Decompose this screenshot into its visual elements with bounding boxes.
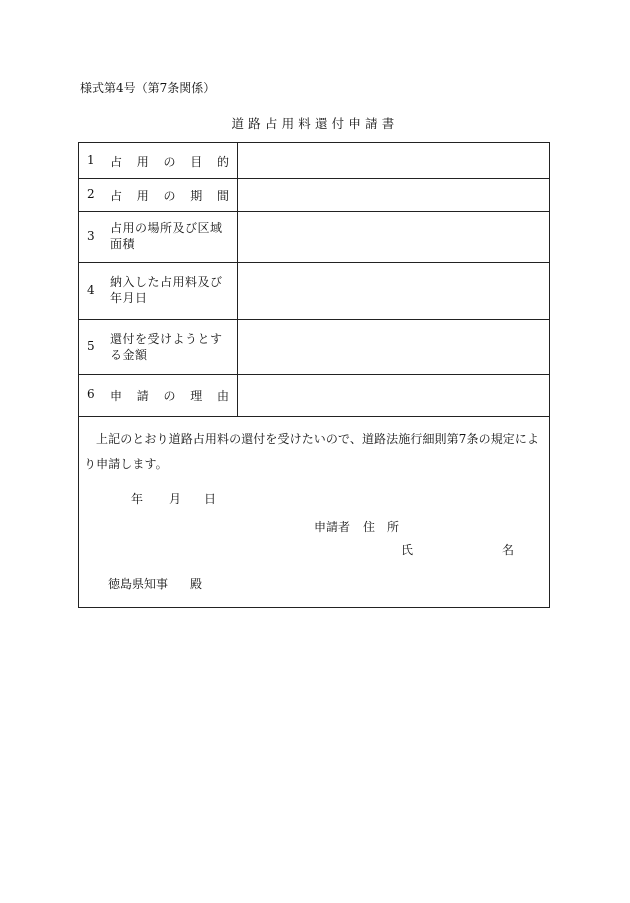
refund-amount-field[interactable] <box>238 319 549 374</box>
name-label-first: 氏 <box>401 543 414 557</box>
row-number: 5 <box>87 339 95 353</box>
row-purpose <box>79 143 549 179</box>
row-label <box>110 153 229 170</box>
row-number: 4 <box>87 283 95 297</box>
date-day-label: 日 <box>204 492 217 506</box>
row-label: 還付を受けようとする金額 <box>110 332 223 362</box>
row-number: 1 <box>87 153 95 167</box>
label-char: の <box>163 155 176 169</box>
row-label <box>110 387 229 404</box>
label-char: 用 <box>136 155 149 169</box>
label-char: 的 <box>216 155 229 169</box>
row-number: 3 <box>87 229 95 243</box>
row-label <box>110 187 229 204</box>
paid-fee-field[interactable] <box>238 262 549 319</box>
document-title: 道路占用料還付申請書 <box>231 116 399 131</box>
addressee-honorific: 殿 <box>190 577 203 591</box>
label-char: 間 <box>216 189 229 203</box>
applicant-label: 申請者 <box>314 520 351 534</box>
period-field[interactable] <box>238 178 549 211</box>
application-statement: 上記のとおり道路占用料の還付を受けたいので、道路法施行細則第7条の規定により申請します。 <box>84 432 540 471</box>
label-char: 目 <box>190 155 203 169</box>
row-paid-fee <box>79 262 549 320</box>
label-char: 由 <box>216 389 229 403</box>
label-char: 占 <box>110 189 123 203</box>
row-period <box>79 178 549 212</box>
row-reason <box>79 374 549 417</box>
application-form <box>78 142 550 608</box>
label-char: 占 <box>110 155 123 169</box>
location-area-field[interactable] <box>238 211 549 262</box>
label-char: の <box>163 189 176 203</box>
row-location-area <box>79 211 549 263</box>
label-char: 期 <box>190 189 203 203</box>
row-number: 6 <box>87 387 95 401</box>
name-label-last: 名 <box>502 543 515 557</box>
purpose-field[interactable] <box>238 143 549 178</box>
date-year-label: 年 <box>131 492 144 506</box>
label-char: 請 <box>136 389 149 403</box>
row-label: 納入した占用料及び年月日 <box>110 275 223 305</box>
address-label: 住 所 <box>363 520 400 534</box>
label-char: 理 <box>190 389 203 403</box>
row-refund-amount <box>79 319 549 375</box>
label-char: 申 <box>110 389 123 403</box>
label-char: の <box>163 389 176 403</box>
row-number: 2 <box>87 187 95 201</box>
row-label: 占用の場所及び区域面積 <box>110 221 223 251</box>
label-char: 用 <box>136 189 149 203</box>
reason-field[interactable] <box>238 374 549 416</box>
form-number: 様式第4号（第7条関係） <box>80 81 216 95</box>
addressee-name: 徳島県知事 <box>108 577 169 591</box>
date-month-label: 月 <box>169 492 182 506</box>
